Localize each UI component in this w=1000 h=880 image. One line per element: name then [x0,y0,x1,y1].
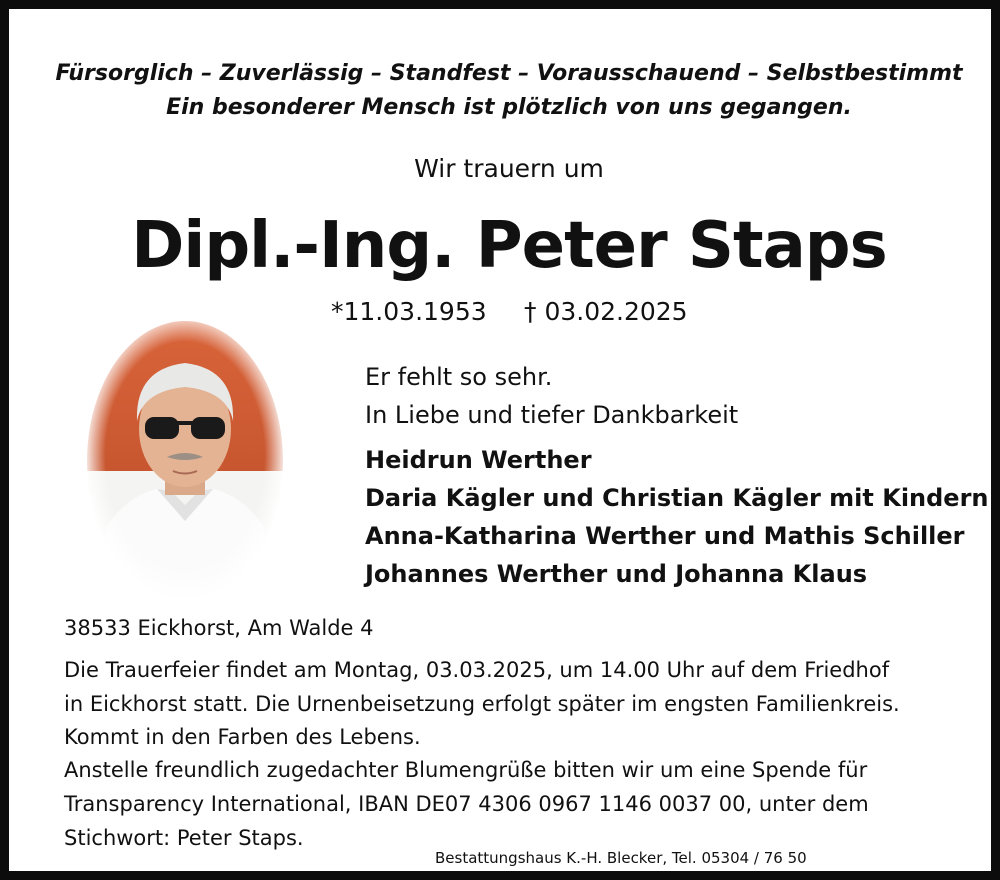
details-line-2: in Eickhorst statt. Die Urnenbeisetzung erfolgt später im engsten Familienkreis. [64,692,900,716]
address: 38533 Eickhorst, Am Walde 4 [64,616,374,640]
undertaker-contact: Bestattungshaus K.-H. Blecker, Tel. 05304 / 76 50 [435,849,807,867]
birth-date: *11.03.1953 [331,297,487,326]
portrait-photo [87,321,283,601]
deceased-name: Dipl.-Ing. Peter Staps [131,209,887,283]
message-line-1: Er fehlt so sehr. [365,363,553,391]
tagline-line-2: Ein besonderer Mensch ist plötzlich von uns gegangen. [166,95,852,120]
details-line-1: Die Trauerfeier findet am Montag, 03.03.2025, um 14.00 Uhr auf dem Friedhof [64,658,890,682]
details-line-4: Anstelle freundlich zugedachter Blumengrüße bitten wir um eine Spende für [64,758,868,782]
details-line-3: Kommt in den Farben des Lebens. [64,725,421,749]
intro-text: Wir trauern um [414,154,604,183]
mourner-3: Anna-Katharina Werther und Mathis Schiller [365,522,965,550]
tagline-line-1: Fürsorglich – Zuverlässig – Standfest – Vorausschauend – Selbstbestimmt [55,61,963,86]
message-line-2: In Liebe und tiefer Dankbarkeit [365,401,739,429]
mourner-2: Daria Kägler und Christian Kägler mit Kindern [365,484,989,512]
details-line-6: Stichwort: Peter Staps. [64,826,304,850]
mourner-1: Heidrun Werther [365,446,592,474]
death-date: † 03.02.2025 [524,297,688,326]
mourner-4: Johannes Werther und Johanna Klaus [365,560,868,588]
details-line-5: Transparency International, IBAN DE07 4306 0967 1146 0037 00, unter dem [64,792,869,816]
